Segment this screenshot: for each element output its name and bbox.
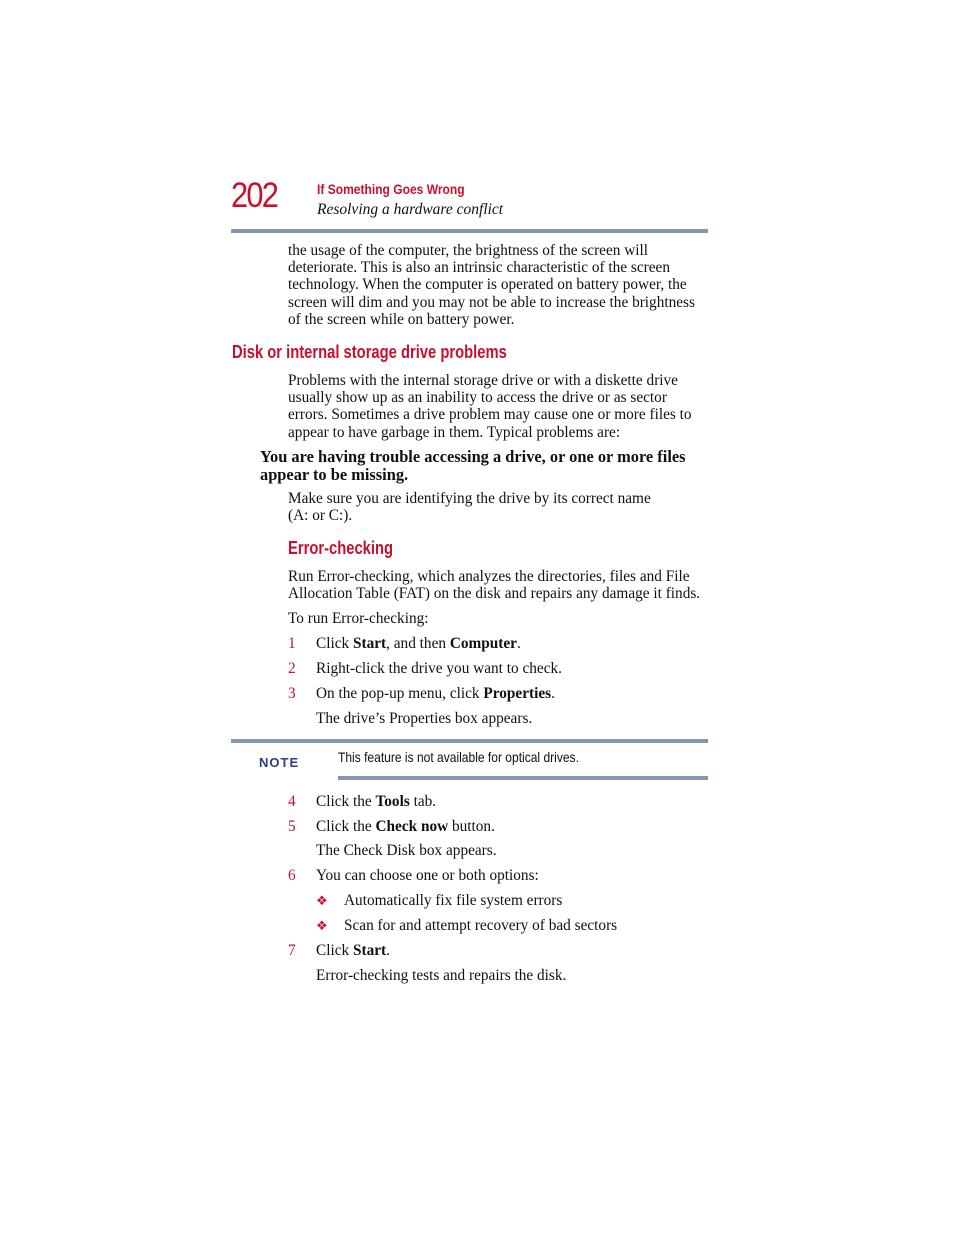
- text-line: deteriorate. This is also an intrinsic characteristic of the screen: [288, 259, 670, 277]
- step-result: The Check Disk box appears.: [316, 842, 497, 859]
- text-line: screen will dim and you may not be able to increase the brightness: [288, 293, 695, 311]
- disk-section-paragraph: [288, 372, 708, 441]
- step-number: 5: [288, 818, 296, 835]
- note-bottom-rule: [338, 776, 708, 780]
- step-result: Error-checking tests and repairs the disk.: [316, 967, 567, 984]
- step-number: 4: [288, 793, 296, 810]
- error-checking-heading: Error-checking: [288, 538, 393, 558]
- note-label: NOTE: [259, 755, 300, 770]
- text-line: Allocation Table (FAT) on the disk and repairs any damage it finds.: [288, 585, 701, 603]
- step-text: Click the Check now button.: [316, 818, 495, 835]
- step-text: You can choose one or both options:: [316, 867, 539, 884]
- option-item: Scan for and attempt recovery of bad sectors: [344, 917, 618, 934]
- step-text: Right-click the drive you want to check.: [316, 660, 562, 677]
- text-line: (A: or C:).: [288, 507, 353, 525]
- step-number: 1: [288, 635, 296, 652]
- step-text: On the pop-up menu, click Properties.: [316, 685, 555, 702]
- diamond-bullet-icon: ❖: [316, 893, 328, 908]
- step-number: 3: [288, 685, 296, 702]
- disk-section-heading: Disk or internal storage drive problems: [232, 342, 507, 362]
- diamond-bullet-icon: ❖: [316, 918, 328, 933]
- text-line: You are having trouble accessing a drive, or one or more files: [260, 447, 686, 466]
- page-number: 202: [231, 176, 278, 215]
- text-line: Make sure you are identifying the drive by its correct name: [288, 490, 651, 507]
- text-line: appear to have garbage in them. Typical problems are:: [288, 423, 621, 441]
- option-item: Automatically fix file system errors: [344, 892, 563, 909]
- step-result: The drive’s Properties box appears.: [316, 710, 533, 727]
- chapter-title: If Something Goes Wrong: [317, 181, 465, 197]
- text-line: of the screen while on battery power.: [288, 310, 515, 328]
- problem-solution: [288, 490, 708, 524]
- text-line: the usage of the computer, the brightness of the screen will: [288, 242, 649, 259]
- text-line: appear to be missing.: [260, 464, 409, 484]
- step-number: 2: [288, 660, 296, 677]
- note-text: This feature is not available for optical drives.: [338, 749, 579, 765]
- section-title: Resolving a hardware conflict: [317, 201, 504, 218]
- error-checking-paragraph: [288, 568, 708, 602]
- problem-statement: [260, 448, 710, 483]
- text-line: errors. Sometimes a drive problem may cause one or more files to: [288, 406, 692, 424]
- error-checking-lead: To run Error-checking:: [288, 610, 429, 627]
- note-top-rule: [231, 739, 708, 743]
- step-number: 6: [288, 867, 296, 884]
- text-line: technology. When the computer is operated on battery power, the: [288, 276, 687, 294]
- intro-paragraph: [288, 242, 708, 328]
- text-line: usually show up as an inability to access the drive or as sector: [288, 389, 667, 407]
- step-number: 7: [288, 942, 296, 959]
- step-text: Click Start, and then Computer.: [316, 635, 521, 652]
- step-text: Click the Tools tab.: [316, 793, 437, 810]
- text-line: Run Error-checking, which analyzes the directories, files and File: [288, 568, 690, 585]
- header-rule: [231, 229, 708, 233]
- step-text: Click Start.: [316, 942, 390, 959]
- text-line: Problems with the internal storage drive or with a diskette drive: [288, 372, 678, 389]
